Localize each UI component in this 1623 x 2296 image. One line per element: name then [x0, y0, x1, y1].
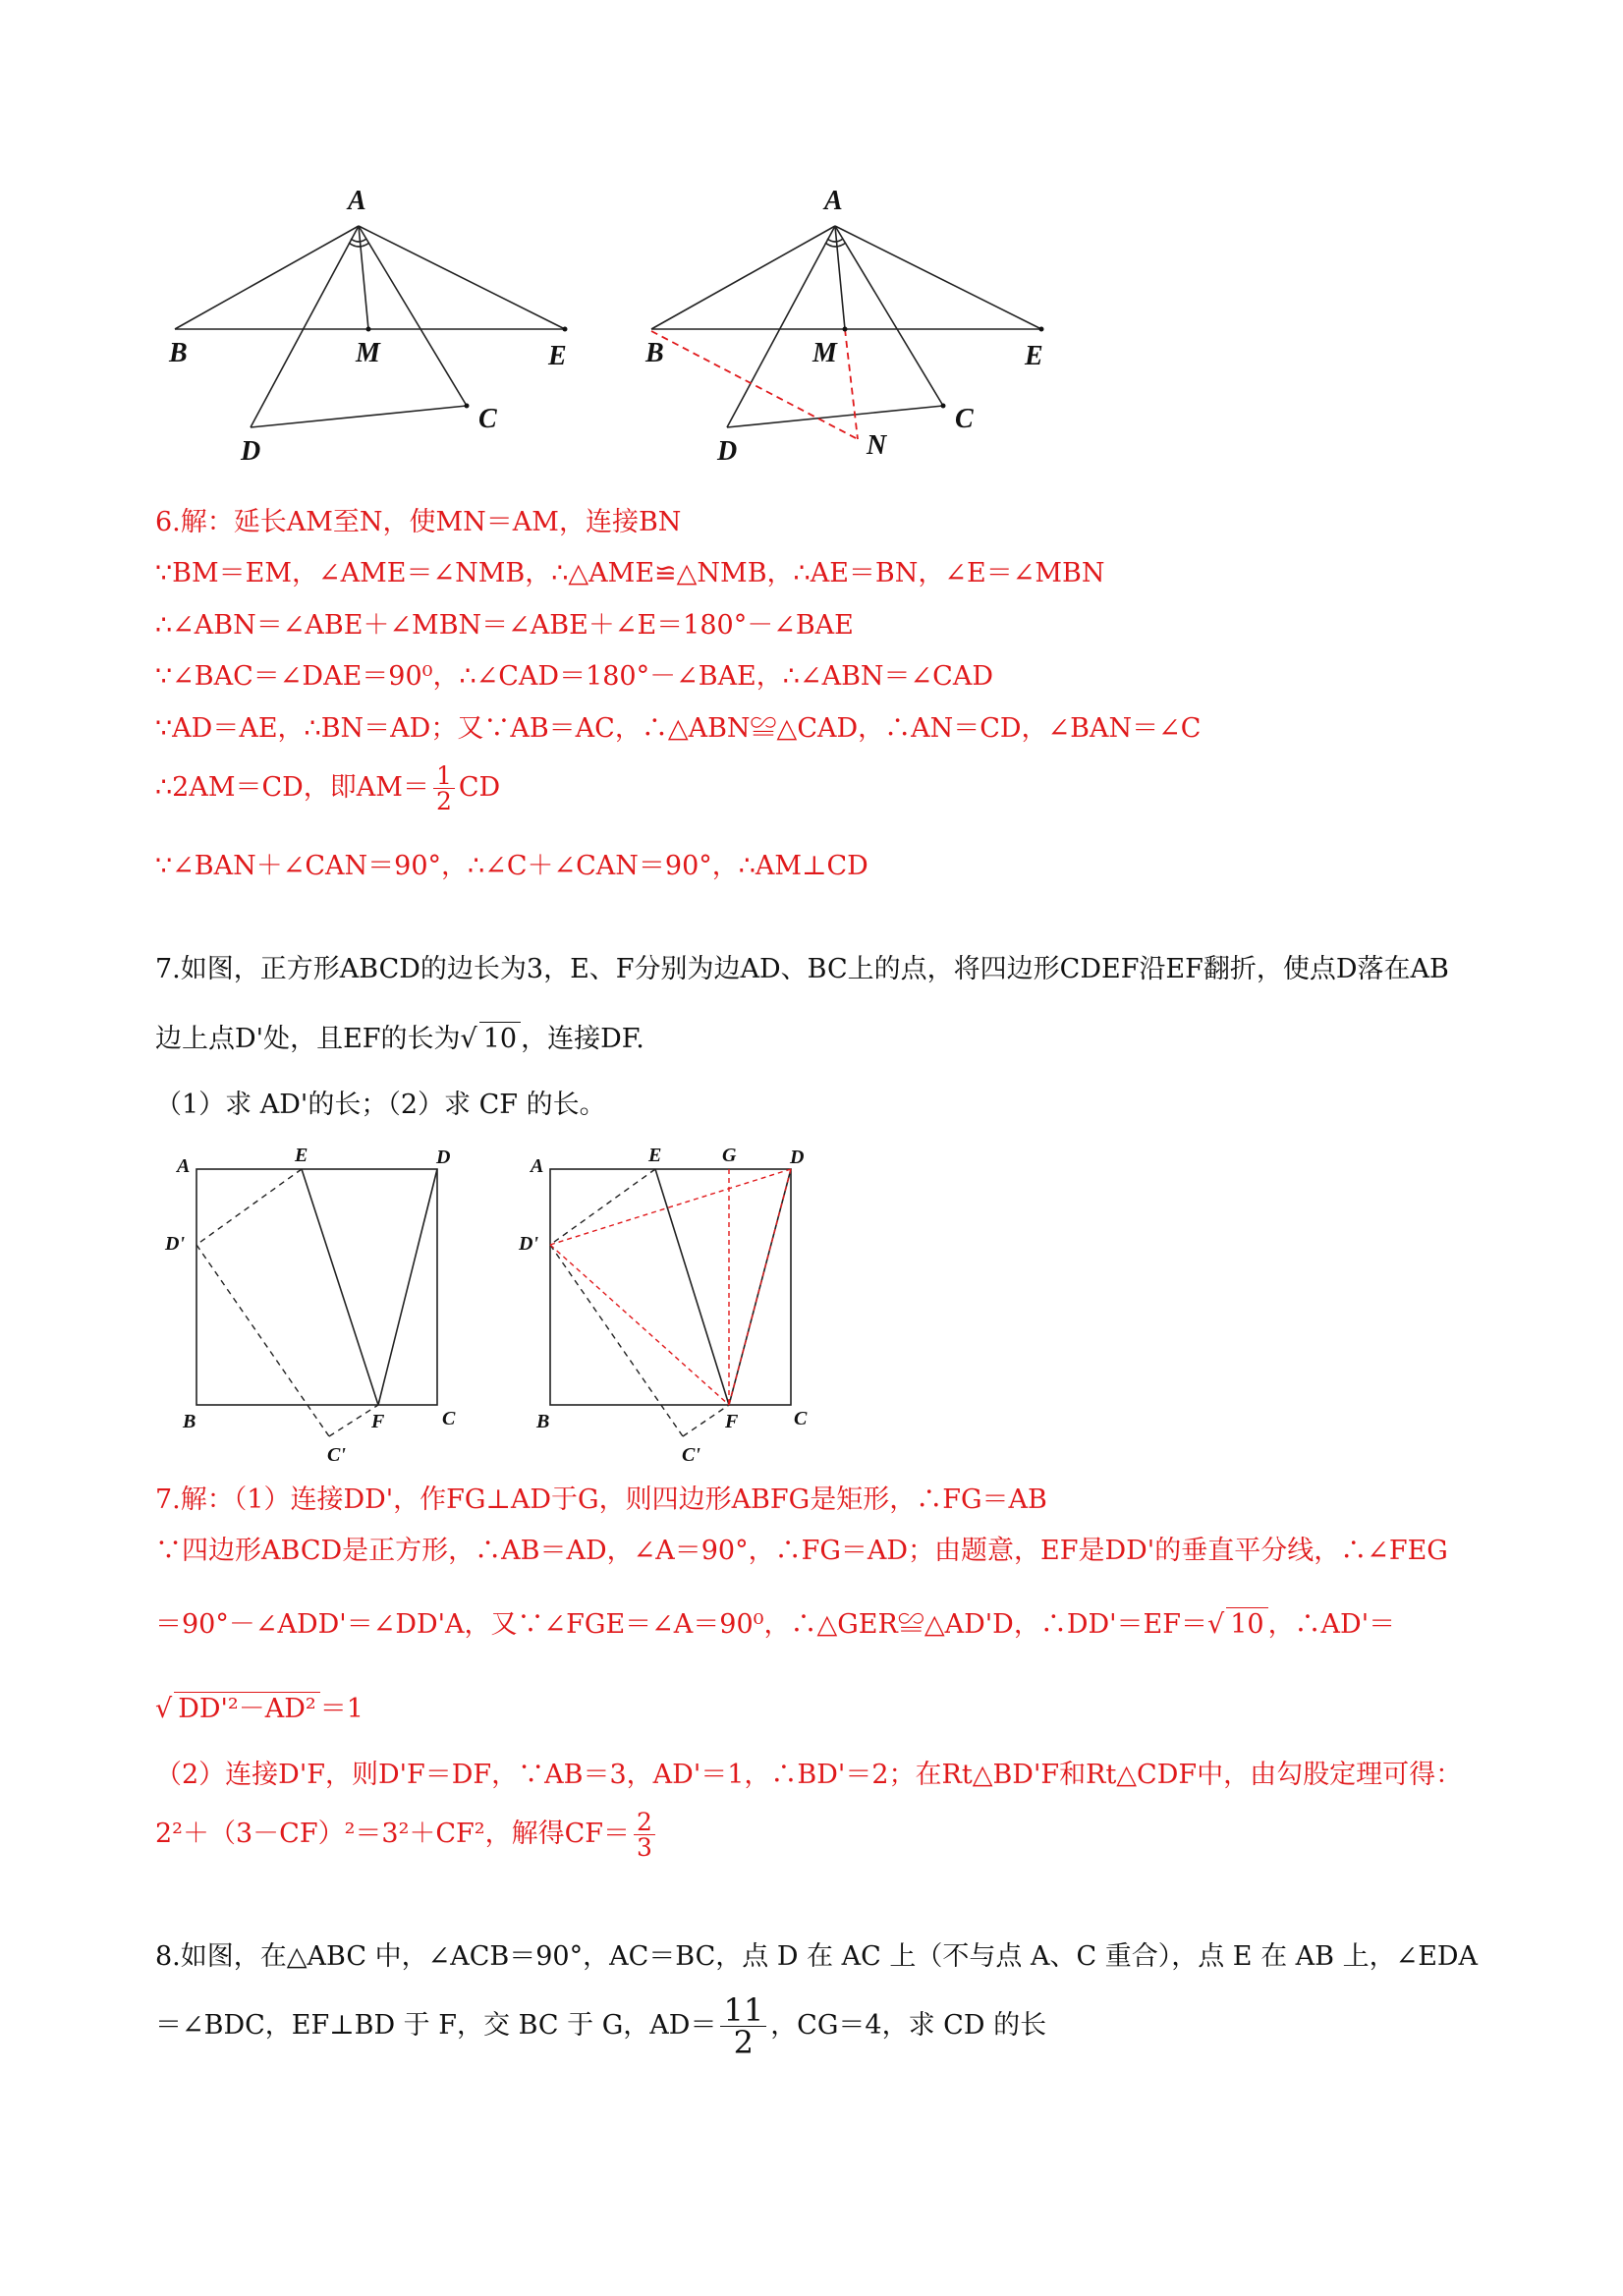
label-M: M [356, 338, 380, 368]
prob8-line1: 8.如图，在△ABC 中，∠ACB＝90°，AC＝BC，点 D 在 AC 上（不与点 A、C 重合），点 E 在 AB 上，∠EDA [155, 1941, 1479, 1972]
sol7-line3-post: ，∴AD'＝ [1267, 1609, 1396, 1640]
sol7-line6-pre: 2²＋（3－CF）²＝3²＋CF²，解得CF＝ [155, 1819, 631, 1849]
sol6-line5: ∵AD＝AE，∴BN＝AD；又∵AB＝AC，∴△ABN≌△CAD，∴AN＝CD，∠BAN＝∠C [155, 713, 1202, 744]
label-C-prime: C' [327, 1444, 346, 1464]
fraction-two-thirds: $\frac{2}{3}$ [634, 1810, 655, 1860]
label-N: N [867, 430, 887, 461]
prob7-line3: （1）求 AD'的长；（2）求 CF 的长。 [155, 1090, 606, 1120]
sol6-line7: ∵∠BAN＋∠CAN＝90°，∴∠C＋∠CAN＝90°，∴AM⊥CD [155, 851, 868, 881]
figure-triangles [157, 182, 1081, 476]
label-B: B [169, 338, 188, 368]
diagram-left [175, 226, 565, 427]
sol7-line4-post: ＝1 [319, 1694, 364, 1724]
diagram-right [651, 226, 1041, 427]
prob7-line2-pre: 边上点D'处，且EF的长为 [155, 1024, 461, 1054]
label-E2: E [1025, 341, 1043, 371]
sol7-line3-pre: ＝90°－∠ADD'＝∠DD'A，又∵∠FGE＝∠A＝90⁰，∴△GER≌△AD'D，∴DD'＝EF＝ [155, 1609, 1207, 1640]
label-A: A [177, 1155, 191, 1177]
sqrt-expression: DD'²－AD² [174, 1692, 320, 1726]
label-C2: C [794, 1408, 808, 1429]
sol6-line3: ∴∠ABN＝∠ABE＋∠MBN＝∠ABE＋∠E＝180°－∠BAE [155, 610, 854, 641]
label-B: B [183, 1411, 196, 1432]
label-F2: F [725, 1411, 739, 1432]
label-E: E [295, 1145, 308, 1166]
label-E2: E [648, 1145, 662, 1166]
sol6-line6 [155, 763, 1491, 822]
label-G: G [722, 1145, 737, 1166]
square-right [550, 1169, 791, 1405]
label-F: F [371, 1411, 385, 1432]
label-D2: D [717, 436, 738, 467]
sol6-line2: ∵BM＝EM，∠AME＝∠NMB，∴△AME≌△NMB，∴AE＝BN，∠E＝∠MBN [155, 558, 1105, 588]
sol7-line1: 7.解：（1）连接DD'，作FG⊥AD于G，则四边形ABFG是矩形，∴FG＝AB [155, 1484, 1047, 1515]
label-D: D [436, 1147, 451, 1168]
figure-squares [157, 1140, 845, 1464]
sol7-line3: ＝90°－∠ADD'＝∠DD'A，又∵∠FGE＝∠A＝90⁰，∴△GER≌△AD'D，∴DD'＝EF＝√ 10 ，∴AD'＝ [155, 1609, 1396, 1640]
sol6-line4: ∵∠BAC＝∠DAE＝90⁰，∴∠CAD＝180°－∠BAE，∴∠ABN＝∠CAD [155, 661, 993, 692]
label-C: C [478, 404, 497, 434]
fraction-one-half: $\frac{1}{2}$ [433, 763, 455, 813]
label-C2: C [955, 404, 974, 434]
label-E: E [548, 341, 567, 371]
label-D2: D [790, 1147, 805, 1168]
label-C: C [442, 1408, 456, 1429]
sol6-line1: 6.解：延长AM至N，使MN＝AM，连接BN [155, 507, 682, 537]
fraction-eleven-halves: $\frac{11}{2}$ [720, 1994, 766, 2058]
aux-lines-red [550, 1169, 791, 1405]
prob7-line2: 边上点D'处，且EF的长为√ 10 ，连接DF. [155, 1024, 644, 1054]
label-D-prime: D' [165, 1233, 185, 1255]
sol6-line6-post: CD [458, 772, 501, 803]
label-M2: M [812, 338, 837, 368]
label-A2: A [824, 186, 843, 216]
sqrt-10: 10 [479, 1022, 521, 1056]
sol7-line4: √ DD'²－AD² ＝1 [155, 1694, 364, 1724]
prob8-line2-pre: ＝∠BDC，EF⊥BD 于 F，交 BC 于 G，AD＝ [155, 2010, 717, 2041]
sol7-line6 [155, 1810, 1491, 1871]
label-B2: B [645, 338, 664, 368]
prob8-line2-post: ，CG＝4，求 CD 的长 [770, 2010, 1047, 2041]
prob7-line2-post: ，连接DF. [521, 1024, 644, 1054]
label-A: A [348, 186, 366, 216]
label-C-prime2: C' [682, 1444, 700, 1464]
sqrt-10-b: 10 [1226, 1607, 1267, 1642]
label-A2: A [531, 1155, 544, 1177]
sol7-line2: ∵四边形ABCD是正方形，∴AB＝AD，∠A＝90°，∴FG＝AD；由题意，EF是DD'的垂直平分线，∴∠FEG [155, 1536, 1448, 1566]
label-B2: B [536, 1411, 550, 1432]
label-D: D [241, 436, 261, 467]
prob8-line2 [155, 1991, 1491, 2063]
label-D-prime2: D' [519, 1233, 538, 1255]
prob7-line1: 7.如图，正方形ABCD的边长为3，E、F分别为边AD、BC上的点，将四边形CDEF沿EF翻折，使点D落在AB [155, 954, 1449, 984]
sol7-line5: （2）连接D'F，则D'F＝DF，∵AB＝3，AD'＝1，∴BD'＝2；在Rt△BD'F和Rt△CDF中，由勾股定理可得： [155, 1760, 1463, 1790]
square-left [196, 1169, 437, 1405]
sol6-line6-pre: ∴2AM＝CD，即AM＝ [155, 772, 429, 803]
